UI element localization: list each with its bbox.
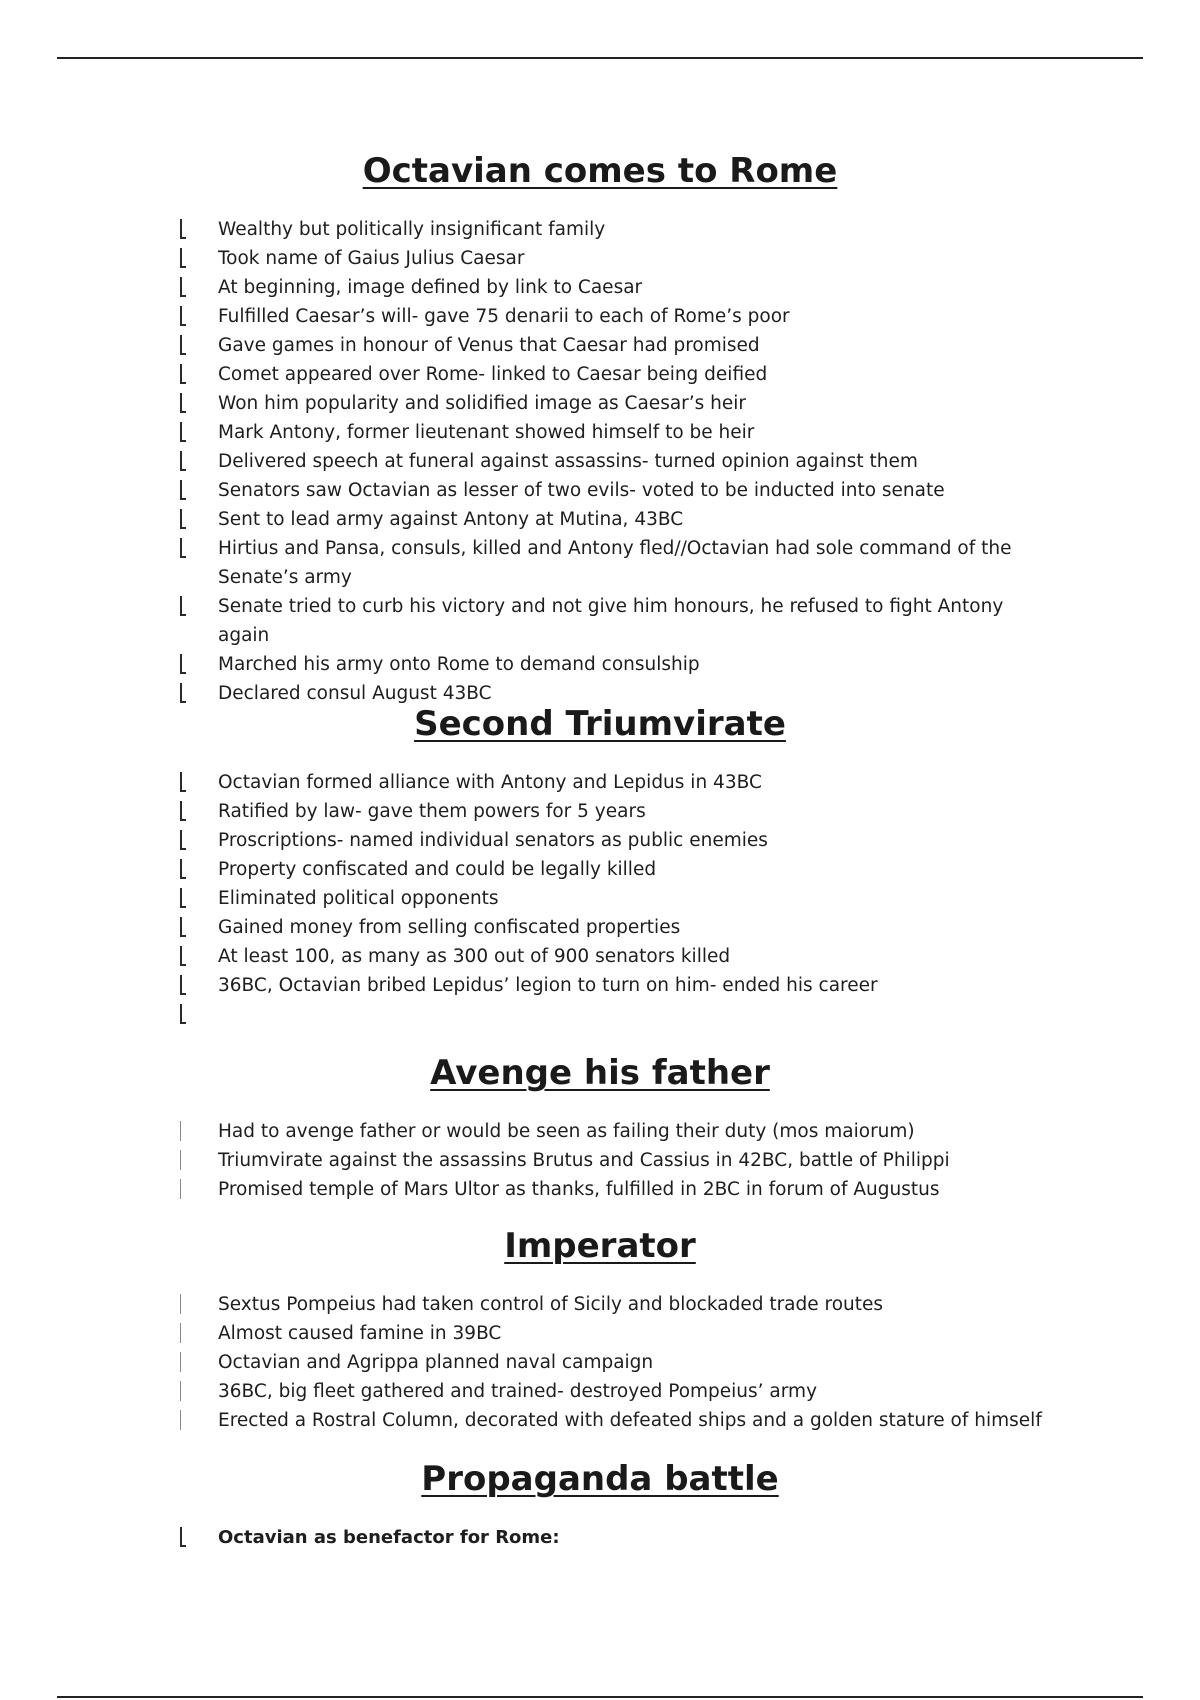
list-item: 36BC, Octavian bribed Lepidus’ legion to turn on him- ended his career: [176, 971, 1056, 1000]
list-item: Promised temple of Mars Ultor as thanks, fulfilled in 2BC in forum of Augustus: [176, 1175, 1056, 1204]
bullet-icon: [180, 801, 186, 821]
list-item: Declared consul August 43BC: [176, 679, 1056, 708]
bullet-icon: [180, 654, 186, 674]
bullet-icon: [180, 975, 186, 995]
list-item: Won him popularity and solidified image as Caesar’s heir: [176, 389, 1056, 418]
list-item: Mark Antony, former lieutenant showed himself to be heir: [176, 418, 1056, 447]
bullet-icon: [180, 888, 186, 908]
section-list-octavian-comes-to-rome: [176, 215, 1056, 708]
list-item: Proscriptions- named individual senators as public enemies: [176, 826, 1056, 855]
list-item: 36BC, big fleet gathered and trained- destroyed Pompeius’ army: [176, 1377, 1056, 1406]
section-list-imperator: [176, 1290, 1056, 1435]
list-item: Sent to lead army against Antony at Mutina, 43BC: [176, 505, 1056, 534]
bullet-icon: [180, 596, 186, 616]
list-item: Took name of Gaius Julius Caesar: [176, 244, 1056, 273]
list-item: Eliminated political opponents: [176, 884, 1056, 913]
bullet-icon: [180, 1150, 183, 1170]
bullet-icon: [180, 683, 186, 703]
bullet-icon: [180, 1381, 183, 1401]
bullet-icon: [180, 772, 186, 792]
list-item: Comet appeared over Rome- linked to Caesar being deified: [176, 360, 1056, 389]
bullet-icon: [180, 1179, 183, 1199]
list-item: Octavian as benefactor for Rome:: [176, 1523, 1056, 1552]
bullet-icon: [180, 277, 186, 297]
bullet-icon: [180, 393, 186, 413]
bullet-icon: [180, 364, 186, 384]
list-item: Octavian and Agrippa planned naval campaign: [176, 1348, 1056, 1377]
list-item: Octavian formed alliance with Antony and Lepidus in 43BC: [176, 768, 1056, 797]
list-item: Senators saw Octavian as lesser of two evils- voted to be inducted into senate: [176, 476, 1056, 505]
bullet-icon: [180, 1121, 183, 1141]
bullet-icon: [180, 451, 186, 471]
bullet-icon: [180, 219, 186, 239]
header-rule: [57, 57, 1143, 59]
footer-rule: [57, 1696, 1143, 1698]
list-item: Gave games in honour of Venus that Caesar had promised: [176, 331, 1056, 360]
bullet-icon: [180, 1352, 183, 1372]
bullet-icon: [180, 1323, 183, 1343]
section-title-propaganda-battle: Propaganda battle: [421, 1459, 779, 1499]
bullet-icon: [180, 917, 186, 937]
list-item: Sextus Pompeius had taken control of Sicily and blockaded trade routes: [176, 1290, 1056, 1319]
list-item: Ratified by law- gave them powers for 5 years: [176, 797, 1056, 826]
list-item: Senate tried to curb his victory and not give him honours, he refused to fight Antony again: [176, 592, 1056, 650]
bullet-icon: [180, 480, 186, 500]
list-item: Erected a Rostral Column, decorated with defeated ships and a golden stature of himself: [176, 1406, 1056, 1435]
list-item: Wealthy but politically insignificant family: [176, 215, 1056, 244]
list-item: Property confiscated and could be legally killed: [176, 855, 1056, 884]
list-item: Had to avenge father or would be seen as failing their duty (mos maiorum): [176, 1117, 1056, 1146]
section-title-second-triumvirate: Second Triumvirate: [414, 704, 786, 744]
section-list-propaganda-battle: [176, 1523, 1056, 1552]
section-title-octavian-comes-to-rome: Octavian comes to Rome: [362, 151, 838, 191]
list-item: Marched his army onto Rome to demand consulship: [176, 650, 1056, 679]
list-item: Delivered speech at funeral against assassins- turned opinion against them: [176, 447, 1056, 476]
bullet-icon: [180, 859, 186, 879]
bullet-icon: [180, 335, 186, 355]
list-item: Almost caused famine in 39BC: [176, 1319, 1056, 1348]
bullet-icon: [180, 248, 186, 268]
list-item: Triumvirate against the assassins Brutus and Cassius in 42BC, battle of Philippi: [176, 1146, 1056, 1175]
section-title-imperator: Imperator: [504, 1226, 696, 1266]
bullet-icon: [180, 1410, 183, 1430]
bullet-icon: [180, 946, 186, 966]
section-list-second-triumvirate: [176, 768, 1056, 1000]
bullet-icon: [180, 306, 186, 326]
list-item: Hirtius and Pansa, consuls, killed and Antony fled//Octavian had sole command of the Senate’s army: [176, 534, 1056, 592]
bullet-icon: [180, 1527, 186, 1547]
list-item: Fulfilled Caesar’s will- gave 75 denarii to each of Rome’s poor: [176, 302, 1056, 331]
bullet-icon: [180, 422, 186, 442]
bullet-icon: [180, 509, 186, 529]
section-title-avenge-his-father: Avenge his father: [430, 1053, 770, 1093]
bullet-icon: [180, 830, 186, 850]
section-list-avenge-his-father: [176, 1117, 1056, 1204]
bullet-icon: [180, 1004, 186, 1024]
list-item: Gained money from selling confiscated properties: [176, 913, 1056, 942]
list-item: At least 100, as many as 300 out of 900 senators killed: [176, 942, 1056, 971]
list-item: At beginning, image defined by link to Caesar: [176, 273, 1056, 302]
bullet-icon: [180, 1294, 183, 1314]
bullet-icon: [180, 538, 186, 558]
